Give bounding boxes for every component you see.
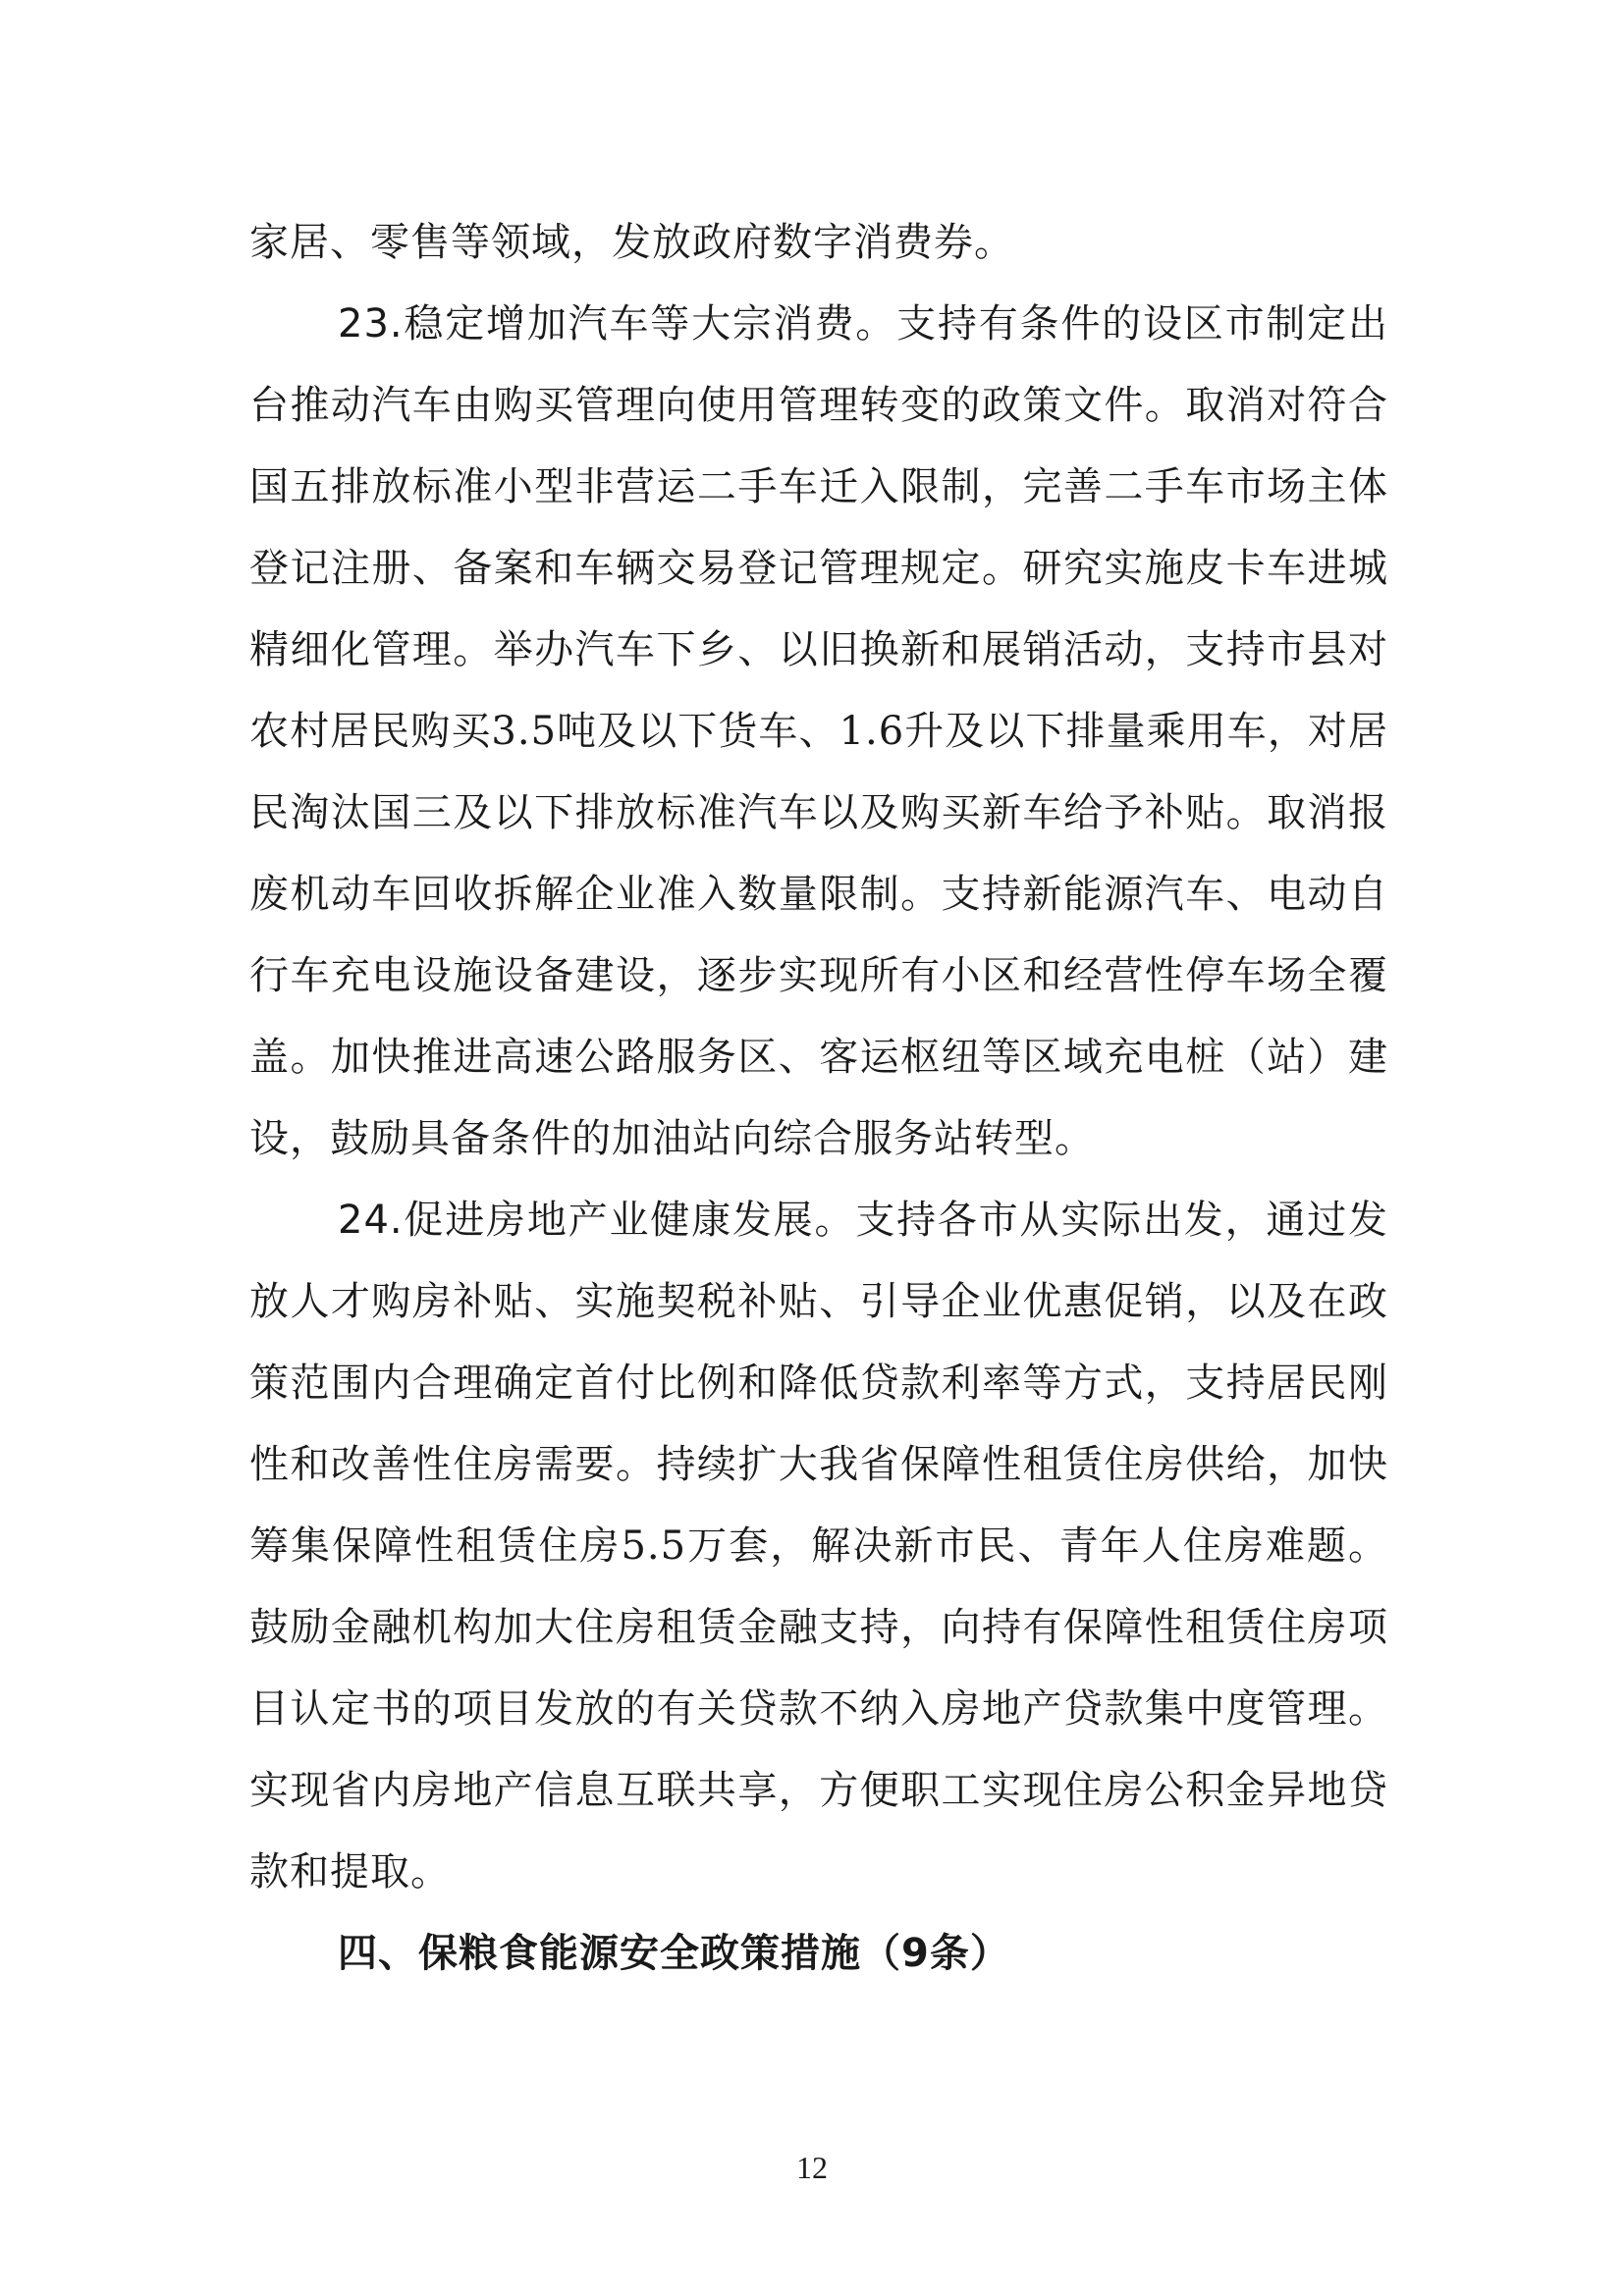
item-23-title: 23.稳定增加汽车等大宗消费。 bbox=[338, 301, 897, 347]
page-number: 12 bbox=[796, 2150, 828, 2185]
item-24-body: 支持各市从实际出发，通过发放人才购房补贴、实施契税补贴、引导企业优惠促销，以及在政策范围内合理确定首付比例和降低贷款利率等方式，支持居民刚性和改善性住房需要。持续扩大我省保障性租赁住房供给，加快筹集保障性租赁住房5.5万套，解决新市民、青年人住房难题。鼓励金融机构加大住房租赁金融支持，向持有保障性租赁住房项目认定书的项目发放的有关贷款不纳入房地产贷款集中度管理。实现省内房地产信息互联共享，方便职工实现住房公积金异地贷款和提取。 bbox=[249, 1198, 1388, 1895]
paragraph-continuation bbox=[249, 202, 1388, 284]
page-body bbox=[249, 202, 1388, 1995]
section-heading: 四、保粮食能源安全政策措施（9条） bbox=[338, 1931, 1010, 1976]
paragraph-item-23 bbox=[249, 284, 1388, 1180]
item-24-title: 24.促进房地产业健康发展。 bbox=[338, 1198, 856, 1243]
item-23-body: 支持有条件的设区市制定出台推动汽车由购买管理向使用管理转变的政策文件。取消对符合国五排放标准小型非营运二手车迁入限制，完善二手车市场主体登记注册、备案和车辆交易登记管理规定。研究实施皮卡车进城精细化管理。举办汽车下乡、以旧换新和展销活动，支持市县对农村居民购买3.5吨及以下货车、1.6升及以下排量乘用车，对居民淘汰国三及以下排放标准汽车以及购买新车给予补贴。取消报废机动车回收拆解企业准入数量限制。支持新能源汽车、电动自行车充电设施设备建设，逐步实现所有小区和经营性停车场全覆盖。加快推进高速公路服务区、客运枢纽等区域充电桩（站）建设，鼓励具备条件的加油站向综合服务站转型。 bbox=[249, 301, 1388, 1161]
paragraph-item-24 bbox=[249, 1180, 1388, 1913]
paragraph-continuation-text: 家居、零售等领域，发放政府数字消费券。 bbox=[249, 220, 1014, 265]
